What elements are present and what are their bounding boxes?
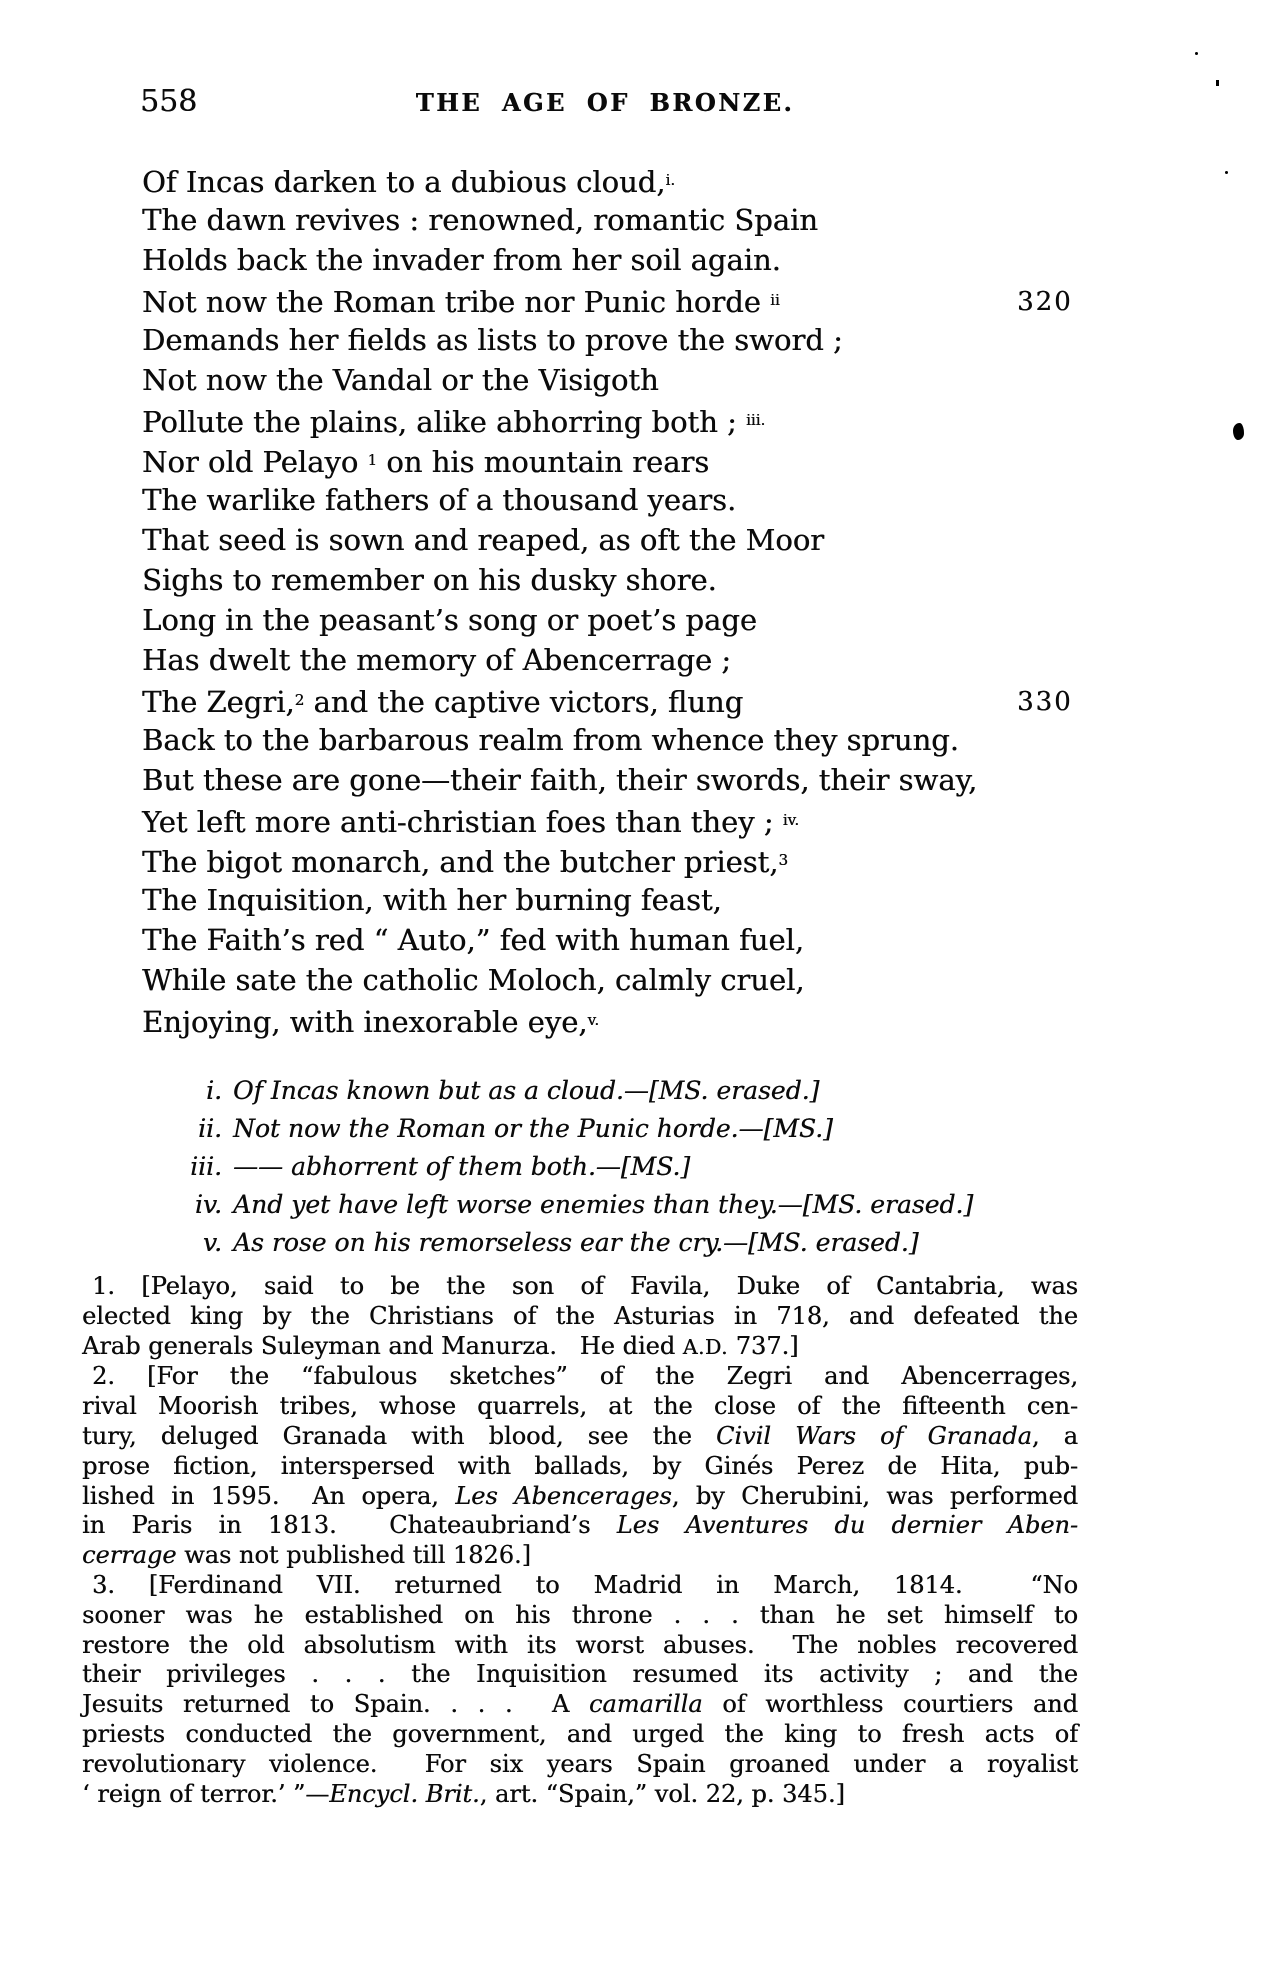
footnote-text: restore the old absolutism with its worst abuses. The nobles recovered [82,1630,1078,1659]
poem-line-number: 320 [1017,287,1073,317]
poem-line [142,880,1152,920]
footnote-marker: 3 [778,851,789,869]
poem-line [142,640,1152,680]
footnotes [82,1272,1078,1809]
footnote-text: priests conducted the government, and urged the king to fresh acts of [82,1719,1078,1748]
footnote-text: their privileges . . . the Inquisition resumed its activity ; and the [82,1660,1078,1689]
variant-numeral: i. [206,1076,222,1105]
footnote-text: in Paris in 1813. Chateaubriand’s [82,1511,617,1540]
footnote-line [82,1571,1078,1601]
poem-line [142,360,1152,400]
footnote-line [82,1720,1078,1750]
footnote-text: Encycl. Brit. [329,1779,480,1808]
poem-text: The warlike fathers of a thousand years. [142,483,737,517]
poem-text: The Inquisition, with her burning feast, [142,883,722,917]
poem-line [142,240,1152,280]
variant-text: Not now the Roman or the Punic horde.—[MS.] [233,1114,833,1143]
poem-text: Holds back the invader from her soil again. [142,243,781,277]
poem-line [142,920,1152,960]
footnote-text: 737.] [728,1331,799,1360]
footnote-marker: iii. [745,411,766,429]
poem [142,160,1152,1040]
poem-text: Not now the Roman tribe nor Punic horde [142,285,771,320]
footnote-line [82,1332,1078,1363]
poem-text: Of Incas darken to a dubious cloud, [142,165,666,200]
poem-line [142,280,1152,320]
poem-text: Sighs to remember on his dusky shore. [142,563,717,597]
footnote-text: , art. “Spain,” vol. 22, p. 345.] [479,1779,845,1808]
variant-line [142,1110,973,1148]
poem-line [142,600,1152,640]
poem-text: and the captive victors, flung [304,685,744,720]
footnote-line [82,1362,1078,1392]
ink-blot [1233,423,1244,440]
running-title: THE AGE OF BRONZE. [415,88,795,117]
ink-speck [1225,171,1228,174]
footnote-line [82,1392,1078,1422]
footnote-line [82,1452,1078,1482]
poem-text: Nor old Pelayo [142,445,368,480]
poem-line [142,1000,1152,1040]
footnote-text: of worthless courtiers and [702,1690,1079,1719]
footnote-marker: ii [770,291,780,309]
poem-line [142,840,1152,880]
footnote-line [82,1511,1078,1541]
footnote-line [82,1422,1078,1452]
footnote-text: elected king by the Christians of the Asturias in 718, and defeated the [82,1301,1078,1330]
footnote-line [82,1690,1078,1720]
ink-speck [1216,80,1219,86]
footnote-text: , a [1031,1421,1078,1450]
variant-line [142,1186,973,1224]
footnote-text: prose fiction, interspersed with ballads, by Ginés Perez de Hita, pub- [82,1451,1078,1480]
footnote-line [82,1541,1078,1571]
poem-line-number: 330 [1017,687,1073,717]
footnote-text: 3. [Ferdinand VII. returned to Madrid in March, 1814. “No [92,1570,1078,1599]
variant-text: As rose on his remorseless ear the cry.—[MS. erased.] [233,1228,919,1257]
poem-text: That seed is sown and reaped, as oft the Moor [142,523,825,557]
poem-text: Demands her fields as lists to prove the sword ; [142,323,843,357]
footnote-text: Les Aventures du dernier Aben- [616,1511,1078,1540]
poem-line [142,800,1152,840]
poem-text: The bigot monarch, and the butcher priest, [142,845,779,880]
footnote-text: camarilla [588,1690,703,1719]
poem-line [142,160,1152,200]
footnote-text: A.D. [682,1334,729,1359]
poem-line [142,480,1152,520]
footnote-line [82,1750,1078,1780]
footnote-text: cerrage [82,1541,177,1570]
footnote-text: lished in 1595. An opera, [82,1481,456,1510]
poem-text: But these are gone—their faith, their swords, their sway, [142,763,978,797]
footnote-line [82,1780,1078,1810]
poem-text: on his mountain rears [377,445,710,480]
footnote-text: revolutionary violence. For six years Spain groaned under a royalist [82,1749,1078,1778]
footnote-text: 1. [Pelayo, said to be the son of Favila, Duke of Cantabria, was [92,1272,1078,1300]
footnote-line [82,1631,1078,1661]
page-number: 558 [140,84,198,119]
poem-text: Back to the barbarous realm from whence they sprung. [142,723,959,757]
footnote-text: Arab generals Suleyman and Manurza. He died [82,1331,683,1360]
poem-text: The Zegri, [142,685,295,720]
variant-numeral: iv. [194,1190,222,1219]
footnote-line [82,1272,1078,1302]
footnote-marker: 2 [294,691,305,709]
poem-text: While sate the catholic Moloch, calmly cruel, [142,963,805,997]
footnote-marker: i. [665,171,676,189]
footnote-text: tury, deluged Granada with blood, see the [82,1421,717,1450]
poem-text: Enjoying, with inexorable eye, [142,1005,588,1040]
footnote-paragraph [82,1571,1078,1809]
poem-text: Pollute the plains, alike abhorring both ; [142,405,746,440]
variant-numeral: ii. [198,1114,222,1143]
poem-line [142,960,1152,1000]
variant-line [142,1224,973,1262]
variant-text: And yet have left worse enemies than they.—[MS. erased.] [233,1190,974,1219]
poem-text: The dawn revives : renowned, romantic Spain [142,203,818,237]
ink-speck [1195,52,1198,55]
poem-text: Not now the Vandal or the Visigoth [142,363,659,397]
poem-text: The Faith’s red “ Auto,” fed with human fuel, [142,923,805,957]
variant-line [142,1072,973,1110]
footnote-marker: 1 [367,451,378,469]
footnote-line [82,1601,1078,1631]
footnote-text: Jesuits returned to Spain. . . . A [82,1690,589,1719]
variant-numeral: iii. [190,1152,222,1181]
variant-line [142,1148,973,1186]
poem-line [142,400,1152,440]
footnote-line [82,1482,1078,1512]
variant-numeral: v. [202,1228,222,1257]
footnote-text: rival Moorish tribes, whose quarrels, at the close of the fifteenth cen- [82,1392,1078,1421]
poem-text: Long in the peasant’s song or poet’s page [142,603,757,637]
poem-text: Has dwelt the memory of Abencerrage ; [142,643,732,677]
footnote-paragraph [82,1272,1078,1362]
footnote-marker: v. [587,1011,600,1029]
footnote-text: sooner was he established on his throne . . . than he set himself to [82,1600,1078,1629]
poem-line [142,440,1152,480]
poem-line [142,560,1152,600]
variant-text: —— abhorrent of them both.—[MS.] [233,1152,691,1181]
footnote-text: Les Abencerages [455,1481,672,1510]
footnote-text: was not published till 1826.] [176,1541,531,1570]
variant-notes [142,1072,973,1262]
footnote-marker: iv. [782,811,800,829]
poem-line [142,680,1152,720]
poem-line [142,320,1152,360]
footnote-paragraph [82,1362,1078,1571]
footnote-text: Civil Wars of Granada [716,1421,1032,1450]
poem-line [142,200,1152,240]
footnote-text: 2. [For the “fabulous sketches” of the Zegri and Abencerrages, [92,1362,1078,1391]
poem-line [142,520,1152,560]
variant-text: Of Incas known but as a cloud.—[MS. erased.] [233,1076,820,1105]
footnote-line [82,1302,1078,1332]
footnote-text: ‘ reign of terror.’ ”— [82,1779,330,1808]
poem-line [142,720,1152,760]
poem-text: Yet left more anti-christian foes than they ; [142,805,783,840]
footnote-line [82,1660,1078,1690]
footnote-text: , by Cherubini, was performed [671,1481,1079,1510]
poem-line [142,760,1152,800]
